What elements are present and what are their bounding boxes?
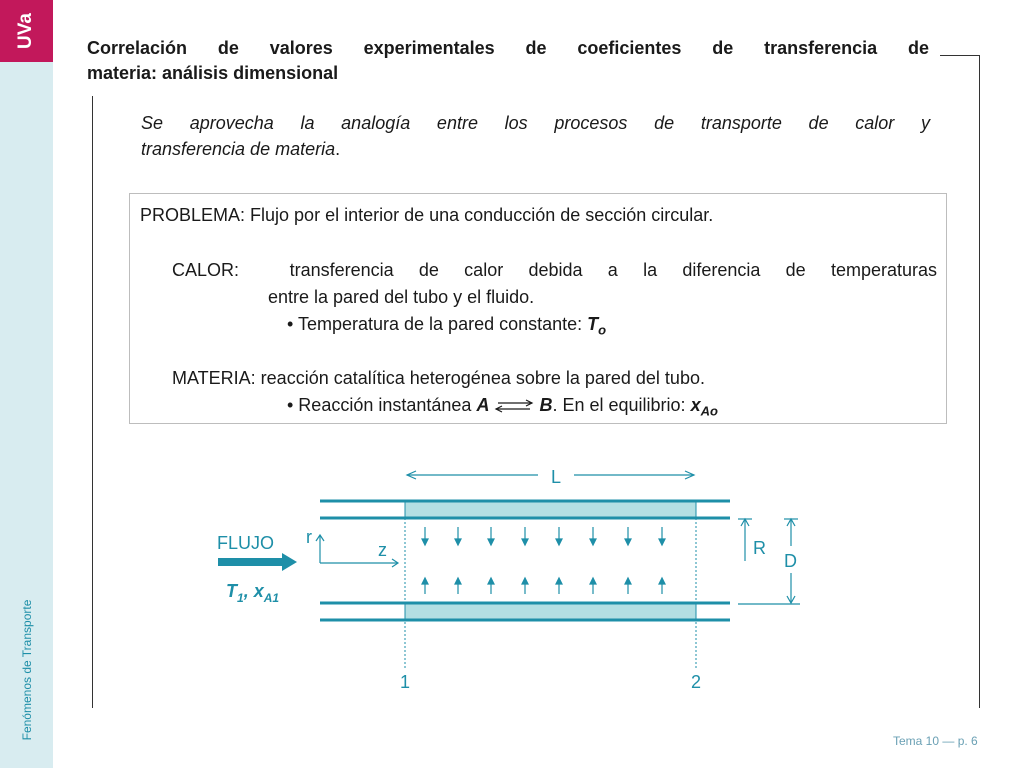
- inlet-separator: ,: [243, 581, 254, 601]
- inlet-x-sub: A1: [263, 591, 280, 605]
- page-footer: Tema 10 — p. 6: [893, 734, 978, 748]
- species-b: B: [539, 395, 553, 415]
- radius-dimension: [738, 519, 752, 561]
- title-line-1: Correlación de valores experimentales de coeficientes de transferencia de: [87, 38, 929, 58]
- section-lines: [405, 518, 696, 668]
- section-2-label: 2: [690, 672, 702, 692]
- radius-label: R: [753, 538, 766, 558]
- intro-end: .: [335, 139, 341, 159]
- flow-arrow-icon: [218, 553, 297, 571]
- r-axis-label: r: [306, 527, 312, 547]
- calor-label: CALOR:: [172, 260, 240, 280]
- z-axis-label: z: [378, 540, 387, 560]
- materia-bullet-text: • Reacción instantánea: [287, 395, 472, 415]
- problem-statement: PROBLEMA: Flujo por el interior de una conducción de sección circular.: [140, 205, 714, 225]
- materia-line: MATERIA: reacción catalítica heterogénea sobre la pared del tubo.: [172, 368, 705, 388]
- inlet-x-symbol: x: [253, 581, 264, 601]
- diameter-label: D: [784, 551, 797, 571]
- inlet-t-sub: 1: [237, 591, 244, 605]
- equilibrium-x-symbol: x: [690, 395, 701, 415]
- intro-line-1: Se aprovecha la analogía entre los procesos de transporte de calor y: [141, 113, 930, 133]
- equilibrium-text: . En el equilibrio:: [552, 395, 686, 415]
- lower-tube-wall: [320, 603, 730, 620]
- upward-flux-arrows: [422, 578, 665, 594]
- species-a: A: [476, 395, 490, 415]
- course-label: Fenómenos de Transporte: [20, 599, 34, 741]
- intro-line-2: transferencia de materia: [141, 139, 336, 159]
- inlet-t-symbol: T: [226, 581, 237, 601]
- calor-desc-1: transferencia de calor debida a la diferencia de temperaturas: [289, 260, 937, 280]
- length-label: L: [550, 467, 562, 487]
- equilibrium-x-sub: Ao: [700, 403, 718, 419]
- upper-tube-wall: [320, 501, 730, 518]
- title-line-2: materia: análisis dimensional: [87, 63, 339, 83]
- logo-text: UVa: [15, 13, 36, 49]
- calor-desc-2: entre la pared del tubo y el fluido.: [268, 287, 535, 307]
- downward-flux-arrows: [422, 527, 665, 545]
- wall-temperature-symbol: T: [587, 314, 599, 334]
- inlet-conditions: [226, 581, 279, 605]
- calor-bullet-text: • Temperatura de la pared constante:: [287, 314, 583, 334]
- wall-temperature-sub: o: [598, 322, 607, 338]
- flow-label: FLUJO: [217, 533, 275, 553]
- section-1-label: 1: [399, 672, 411, 692]
